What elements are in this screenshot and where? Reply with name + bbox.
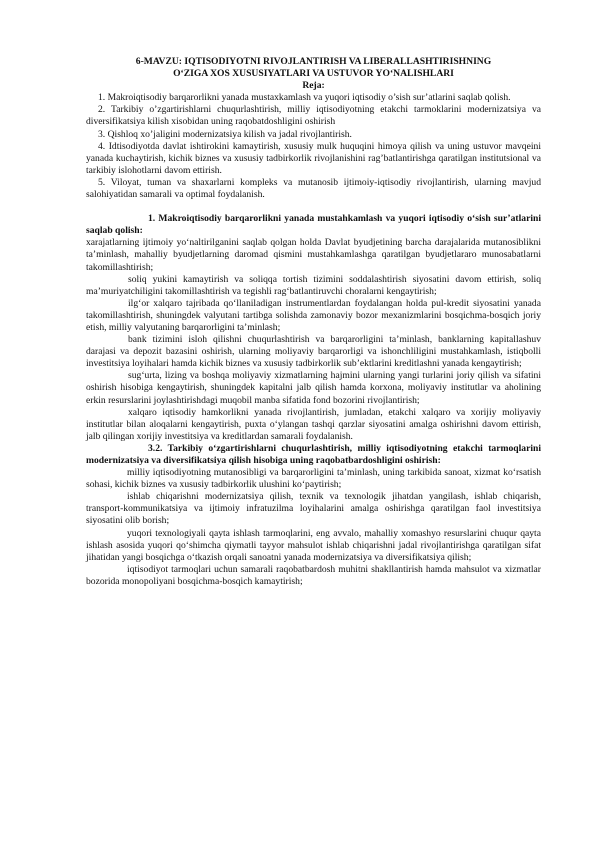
spacer xyxy=(86,201,541,213)
section2-item: ishlab chiqarishni modernizatsiya qilish, texnik va texnologik jihatdan yangilash, ishlab chiqarish, transport-kommunikatsiya va ijtimoiy infratuzilma loyihalarini amalga oshirishga qaratilgan faol investitsiya siyosatini olib borish; xyxy=(86,491,541,527)
section2-item: yuqori texnologiyali qayta ishlash tarmoqlarini, eng avvalo, mahalliy xomashyo resurslarini chuqur qayta ishlash asosida yuqori qo‘shimcha qiymatli tayyor mahsulot ishlab chiqarishni jadal rivojlantirishga qaratilgan sifat jihatidan yangi bosqichga o‘tkazish orqali sanoatni yanada modernizatsiya va diversifikatsiya qilish; xyxy=(86,527,541,563)
plan-item: 4. Idtisodiyotda davlat ishtirokini kamaytirish, xususiy mulk huquqini himoya qilish va uning ustuvor mavqeini yanada kuchaytirish, kichik biznes va xususiy tadbirkorlik rivojlanishini rag’batlantirishga qaratilgan institutsional va tarkibiy islohotlarni davom ettirish. xyxy=(86,140,541,176)
section1-item: ilg‘or xalqaro tajribada qo‘llaniladigan instrumentlardan foydalangan holda pul-kredit siyosatini yanada takomillashtirish, shuningdek valyutani tartibga solishda zamonaviy bozor mexanizmlarini bosqichma-bosqich joriy etish, milliy valyutaning barqarorligini ta’minlash; xyxy=(86,297,541,333)
section1-item: soliq yukini kamaytirish va soliqqa tortish tizimini soddalashtirish siyosatini davom ettirish, soliq ma’muriyatchiligini takomillashtirish va tegishli rag‘batlantiruvchi choralarni kengaytirish; xyxy=(86,273,541,297)
plan-item: 5. Viloyat, tuman va shaxarlarni kompleks va mutanosib ijtimoiy-iqtisodiy rivojlantirish, ularning mavjud salohiyatidan samarali va optimal foydalanish. xyxy=(86,176,541,201)
plan-item: 3. Qishloq xo’jaligini modernizatsiya kilish va jadal rivojlantirish. xyxy=(98,128,352,140)
section2-item: milliy iqtisodiyotning mutanosibligi va barqarorligini ta’minlash, uning tarkibida sanoat, xizmat ko‘rsatish sohasi, kichik biznes va xususiy tadbirkorlik ulushini ko‘paytirish; xyxy=(86,467,541,491)
plan-label: Reja: xyxy=(302,80,325,92)
document-title-line2: O‘ZIGA XOS XUSUSIYATLARI VA USTUVOR YO‘NALISHLARI xyxy=(173,68,454,80)
section2-item: iqtisodiyot tarmoqlari uchun samarali raqobatbardosh muhitni shakllantirish hamda mahsulot va xizmatlar bozorida monopoliyani bosqichma-bosqich kamaytirish; xyxy=(86,563,541,587)
plan-item: 1. Makroiqtisodiy barqarorlikni yanada mustaxkamlash va yuqori iqtisodiy o’sish sur’atlarini saqlab qolish. xyxy=(98,92,511,104)
section1-item: xalqaro iqtisodiy hamkorlikni yanada rivojlantirish, jumladan, etakchi xalqaro va xorijiy moliyaviy institutlar bilan aloqalarni kengaytirish, puxta o‘ylangan tashqi qarzlar siyosatini amalga oshirishni davom ettirish, jalb qilingan xorijiy investitsiya va kreditlardan samarali foydalanish. xyxy=(86,406,541,442)
section1-item: bank tizimini isloh qilishni chuqurlashtirish va barqarorligini ta’minlash, banklarning kapitallashuv darajasi va depozit bazasini oshirish, ularning moliyaviy barqarorligi va ishonchliligini mustahkamlash, istiqbolli investitsiya loyihalari hamda kichik biznes va xususiy tadbirkorlik sub’ektlarini kreditlashni yanada kengaytirish; xyxy=(86,334,541,370)
section1-intro: xarajatlarning ijtimoiy yo‘naltirilganini saqlab qolgan holda Davlat byudjetining barcha darajalarida mutanosiblikni ta’minlash, mahalliy byudjetlarning daromad qismini mustahkamlashga qaratilgan byudjetlararo munosabatlarni takomillashtirish; xyxy=(86,237,541,273)
section1-heading: 1. Makroiqtisodiy barqarorlikni yanada mustahkamlash va yuqori iqtisodiy o‘sish sur’atlarini saqlab qolish: xyxy=(86,213,541,237)
document-page xyxy=(86,56,541,588)
plan-item: 2. Tarkibiy o’zgartirishlarni chuqurlashtirish, milliy iqtisodiyotning etakchi tarmoklarini modernizatsiya va diversifikatsiya kilish xisobidan uning raqobatdoshligini oshirish xyxy=(86,104,541,128)
section1-item: sug‘urta, lizing va boshqa moliyaviy xizmatlarning hajmini ularning yangi turlarini joriy qilish va sifatini oshirish hisobiga kengaytirish, shuningdek kapitalni jalb qilish hamda korxona, moliyaviy institutlar va aholining erkin resurslarini joylashtirishdagi muqobil manba sifatida fond bozorini rivojlantirish; xyxy=(86,370,541,406)
section2-heading: 3.2. Tarkibiy o‘zgartirishlarni chuqurlashtirish, milliy iqtisodiyotning etakchi tarmoqlarini modernizatsiya va diversifikatsiya qilish hisobiga uning raqobatbardoshligini oshirish: xyxy=(86,442,541,466)
document-title-line1: 6-MAVZU: IQTISODIYOTNI RIVOJLANTIRISH VA LIBERALLASHTIRISHNING xyxy=(135,56,492,67)
